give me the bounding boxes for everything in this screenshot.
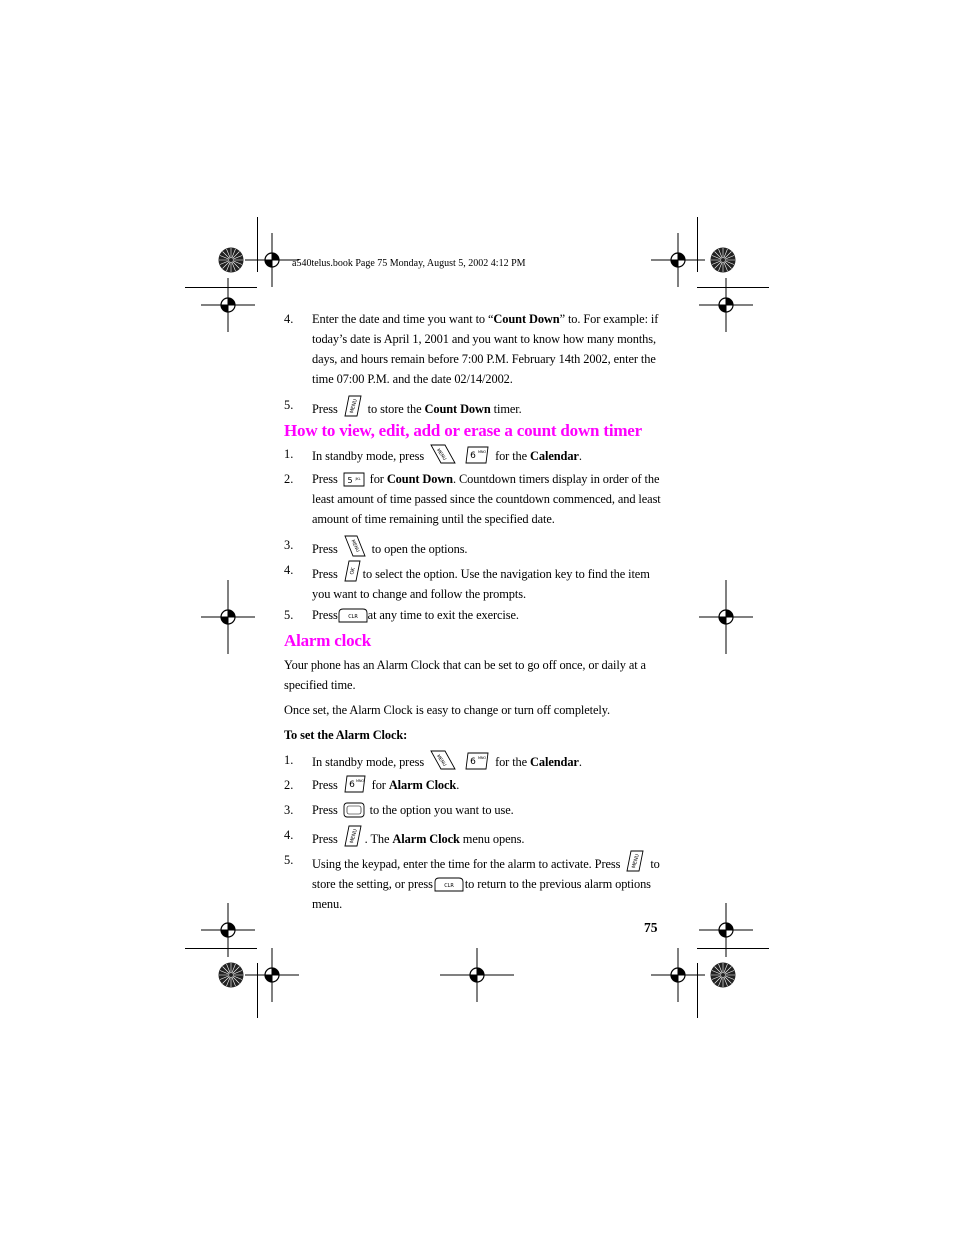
list-item: Press to the option you want to use.	[312, 803, 514, 817]
svg-text:MNO: MNO	[478, 756, 487, 760]
list-item: Enter the date and time you want to “Count Down” to. For example: if today’s date is April 1, 2001 and you want to know how many months, days, and hours remain before 7:00 P.M. February 14th 2002, enter the time 07:00 P.M. and the date 02/14/2002.	[312, 312, 659, 386]
ok-key-icon	[343, 560, 361, 582]
svg-text:MENU: MENU	[435, 754, 447, 768]
menu-ok-key-icon	[625, 850, 645, 872]
list-number: 3.	[284, 803, 294, 817]
menu-ok-key-icon	[343, 825, 363, 847]
page-number: 75	[644, 920, 658, 935]
list-item: Press 6 MNO for Alarm Clock.	[312, 775, 667, 795]
alarm-subheading: To set the Alarm Clock:	[284, 728, 408, 742]
list-number: 4.	[284, 828, 294, 842]
svg-text:CLR: CLR	[347, 614, 358, 620]
list-item: In standby mode, press MENU 6 MNO for the Calendar.	[312, 750, 667, 772]
menu-key-icon	[429, 444, 457, 464]
list-item: Press CLR at any time to exit the exercise.	[312, 608, 519, 622]
list-item: Press MENU . The Alarm Clock menu opens.	[312, 825, 667, 849]
menu-key-icon	[429, 750, 457, 770]
list-number: 5.	[284, 398, 294, 412]
list-number: 1.	[284, 447, 294, 461]
svg-text:CLR: CLR	[444, 883, 454, 889]
svg-text:JKL: JKL	[355, 477, 361, 481]
svg-text:6: 6	[470, 757, 476, 767]
svg-text:OK: OK	[348, 567, 357, 576]
clr-key-icon	[434, 877, 464, 892]
list-number: 5.	[284, 853, 294, 867]
six-key-icon	[464, 446, 490, 464]
list-item: Press 5 JKL for Count Down. Countdown timers display in order of the least amount of time passed since the countdown commenced, and least amount of time remaining until the specified date.	[312, 472, 661, 526]
svg-text:MENU: MENU	[435, 448, 447, 462]
svg-text:MENU: MENU	[349, 539, 360, 554]
alarm-intro-paragraph: Your phone has an Alarm Clock that can be set to go off once, or daily at a specified time.	[284, 658, 646, 692]
list-item: Using the keypad, enter the time for the alarm to activate. Press MENU to store the setting, or press CLR to return to the previous alarm options menu.	[312, 850, 667, 914]
menu-ok-key-icon	[343, 395, 363, 417]
list-number: 4.	[284, 563, 294, 577]
svg-text:MNO: MNO	[355, 779, 364, 783]
six-key-icon	[343, 775, 367, 793]
svg-text:5: 5	[347, 476, 353, 485]
list-number: 1.	[284, 753, 294, 767]
list-item: Press MENU to open the options.	[312, 535, 667, 559]
list-item: Press OK to select the option. Use the navigation key to find the item you want to change and follow the prompts.	[312, 560, 667, 604]
six-key-icon	[464, 752, 490, 770]
menu-key-icon	[343, 535, 367, 557]
section-heading-countdown: How to view, edit, add or erase a count down timer	[284, 421, 642, 440]
alarm-note-paragraph: Once set, the Alarm Clock is easy to change or turn off completely.	[284, 703, 611, 717]
list-item: Press MENU to store the Count Down timer.	[312, 395, 667, 419]
five-key-icon	[343, 472, 365, 487]
svg-text:6: 6	[348, 780, 355, 790]
svg-text:MENU: MENU	[631, 853, 642, 870]
svg-text:MENU: MENU	[348, 828, 359, 845]
list-number: 5.	[284, 608, 294, 622]
clr-key-icon	[338, 608, 368, 623]
navigation-key-icon	[343, 802, 365, 818]
svg-text:6: 6	[470, 451, 476, 461]
book-header: a540telus.book Page 75 Monday, August 5, 2002 4:12 PM	[292, 258, 526, 269]
list-number: 4.	[284, 312, 294, 326]
list-number: 2.	[284, 778, 294, 792]
svg-text:MENU: MENU	[348, 398, 359, 415]
list-number: 2.	[284, 472, 294, 486]
svg-text:MNO: MNO	[478, 450, 487, 454]
list-item: In standby mode, press MENU 6 MNO for the Calendar.	[312, 444, 667, 466]
list-number: 3.	[284, 538, 294, 552]
section-heading-alarm-clock: Alarm clock	[284, 631, 372, 650]
